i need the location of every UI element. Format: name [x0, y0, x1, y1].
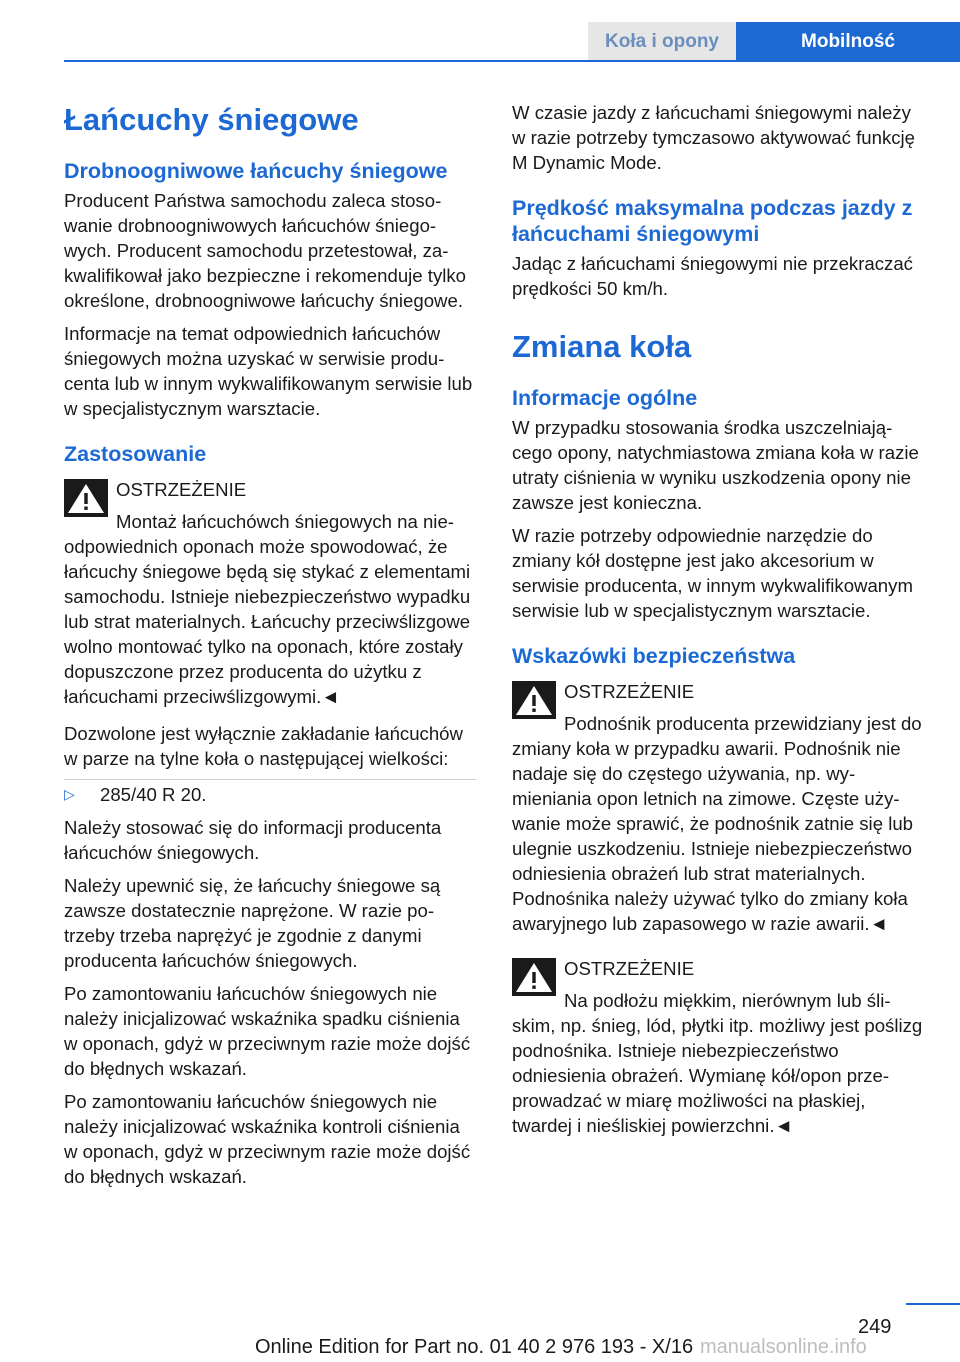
- warning-text: Montaż łańcuchówch śniegowych na nieodpowiednich oponach może spowodować, że łańcuchy śniegowe będą się stykać z elementami samochodu. Istnieje niebezpieczeństwo wypadku lub strat materialnych. Łańcuchy przeciwślizgowe wolno montować tylko na oponach, które zostały dopuszczone przez producenta do użytku z łańcuchami przeciwślizgowymi.◄: [64, 511, 471, 707]
- warning-text: Na podłożu miękkim, nierównym lub śliskim, np. śnieg, lód, płytki itp. możliwy jest poślizg podnośnika. Istnieje niebezpieczeństwo odniesienia obrażeń. Wymianę kół/opon przeprowadzać w miarę możliwości na płaskiej, twardej i nieśliskiej powierzchni.◄: [512, 990, 923, 1136]
- left-column: [64, 100, 476, 1197]
- paragraph: Po zamontowaniu łańcuchów śniegowych nie należy inicjalizować wskaźnika kontroli ciśnienia w oponach, gdyż w przeciwnym razie może dojść do błędnych wskazań.: [64, 1091, 471, 1187]
- paragraph: Po zamontowaniu łańcuchów śniegowych nie należy inicjalizować wskaźnika spadku ciśnienia w oponach, gdyż w przeciwnym razie może dojść do błędnych wskazań.: [64, 983, 471, 1079]
- section-title-wheel-change: Zmiana koła: [512, 329, 692, 364]
- warning-block: [512, 956, 924, 1138]
- paragraph: W razie potrzeby odpowiednie narzędzie do zmiany kół dostępne jest jako akcesorium w serwisie producenta, w innym wykwalifikowanym serwisie lub w specjalistycznym warsztacie.: [512, 525, 913, 621]
- edition-note: Online Edition for Part no. 01 40 2 976 193 - X/16: [255, 1336, 694, 1358]
- subheading-fine-link-chains: Drobnoogniwowe łańcuchy śniegowe: [64, 159, 448, 183]
- paragraph: Producent Państwa samochodu zaleca stosowanie drobnoogniwowych łańcuchów śniegowych. Producent samochodu przetestował, zakwalifikował jako bezpieczne i rekomenduje tylko określone, drobnoogniwowe łańcuchy śniegowe.: [64, 190, 467, 311]
- paragraph: W czasie jazdy z łańcuchami śniegowymi należy w razie potrzeby tymczasowo aktywować funkcję M Dynamic Mode.: [512, 102, 916, 173]
- warning-triangle-icon: [64, 479, 108, 517]
- footer-rule: [906, 1303, 960, 1305]
- right-column: [512, 100, 924, 1150]
- warning-block: [64, 477, 476, 709]
- list-item: [64, 779, 476, 807]
- paragraph: Informacje na temat odpowiednich łańcuchów śniegowych można uzyskać w serwisie producenta lub w innym wykwalifikowanym serwisie lub w specjalistycznym warsztacie.: [64, 323, 473, 419]
- warning-title: OSTRZEŻENIE: [564, 958, 695, 979]
- paragraph: Należy stosować się do informacji producenta łańcuchów śniegowych.: [64, 817, 442, 863]
- section-title-snow-chains: Łańcuchy śniegowe: [64, 102, 359, 137]
- subheading-max-speed: Prędkość maksymalna podczas jazdy z łańcuchami śniegowymi: [512, 196, 913, 246]
- warning-triangle-icon: [512, 958, 556, 996]
- page-header: [0, 0, 960, 62]
- warning-block: [512, 679, 924, 936]
- subheading-general-info: Informacje ogólne: [512, 386, 698, 410]
- subheading-usage: Zastosowanie: [64, 442, 207, 466]
- paragraph: Dozwolone jest wyłącznie zakładanie łańcuchów w parze na tylne koła o następującej wielkości:: [64, 723, 463, 769]
- page-number: 249: [858, 1316, 892, 1338]
- paragraph: Jadąc z łańcuchami śniegowymi nie przekraczać prędkości 50 km/h.: [512, 253, 913, 299]
- paragraph: Należy upewnić się, że łańcuchy śniegowe są zawsze dostatecznie naprężone. W razie potrzeby trzeba naprężyć je zgodnie z danymi producenta łańcuchów śniegowych.: [64, 875, 441, 971]
- warning-title: OSTRZEŻENIE: [116, 479, 247, 500]
- tab-section[interactable]: Koła i opony: [588, 22, 736, 62]
- subheading-safety-notes: Wskazówki bezpieczeństwa: [512, 644, 796, 668]
- triangle-bullet-icon: ▷: [64, 786, 75, 802]
- warning-triangle-icon: [512, 681, 556, 719]
- header-rule: [64, 60, 960, 62]
- tab-chapter[interactable]: Mobilność: [736, 22, 960, 62]
- warning-title: OSTRZEŻENIE: [564, 681, 695, 702]
- list-item-text: 285/40 R 20.: [100, 784, 207, 805]
- watermark: manualsonline.info: [700, 1336, 867, 1358]
- paragraph: W przypadku stosowania środka uszczelniającego opony, natychmiastowa zmiana koła w razie utraty ciśnienia w wyniku uszkodzenia opony nie zawsze jest konieczna.: [512, 417, 919, 513]
- warning-text: Podnośnik producenta przewidziany jest do zmiany koła w przypadku awarii. Podnośnik nie nadaje się do częstego używania, np. wymieniania opon letnich na zimowe. Częste używanie może sprawić, że podnośnik zatnie się lub ulegnie uszkodzeniu. Istnieje niebezpieczeństwo odniesienia obrażeń lub strat materialnych. Podnośnika należy używać tylko do zmiany koła awaryjnego lub zapasowego w razie awarii.◄: [512, 713, 922, 934]
